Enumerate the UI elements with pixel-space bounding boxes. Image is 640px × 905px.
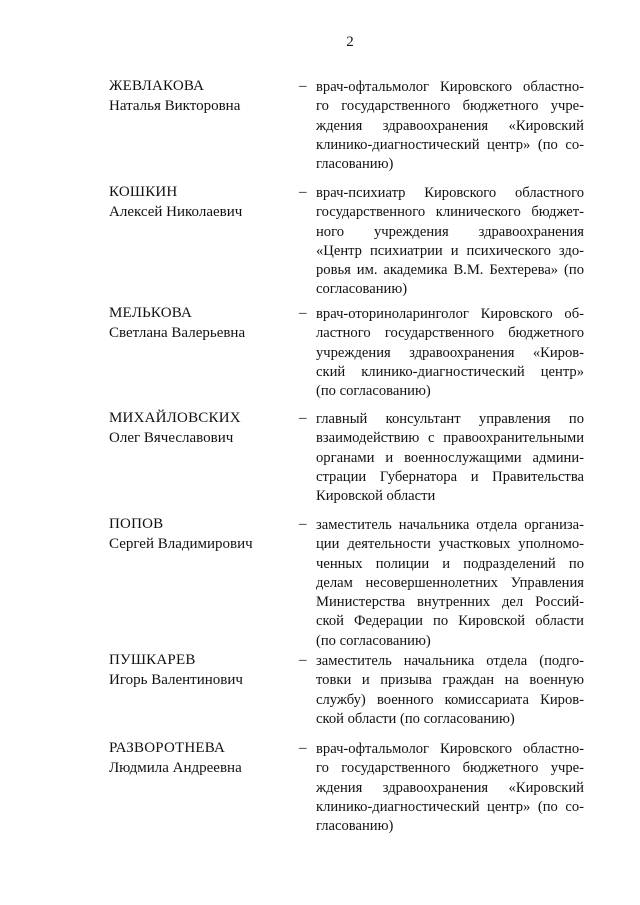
description-line: (по согласованию) (316, 383, 431, 400)
description-line: гласованию) (316, 818, 394, 835)
description-line: го государственного бюджетного учре- (316, 98, 584, 115)
description-line: го государственного бюджетного учре- (316, 760, 584, 777)
description-line: органами и военнослужащими админи- (316, 449, 584, 466)
member-surname: МЕЛЬКОВА (109, 305, 193, 321)
description-line: врач-офтальмолог Кировского областно- (316, 741, 584, 757)
member-given-names: Наталья Викторовна (109, 98, 241, 114)
page-number: 2 (346, 34, 354, 50)
description-line: товки и призыва граждан на военную (316, 672, 584, 689)
description-line: взаимодействию с правоохранительными (316, 430, 584, 447)
description-line: ский клинико-диагностический центр» (316, 363, 584, 380)
description-line: (по согласованию) (316, 632, 431, 649)
entry-dash: – (299, 78, 307, 94)
member-position-description (316, 305, 584, 401)
description-line: Кировской области (316, 488, 436, 505)
member-position-description (316, 516, 584, 651)
entry-dash: – (299, 410, 307, 426)
member-surname: ПУШКАРЕВ (109, 652, 196, 668)
member-given-names: Светлана Валерьевна (109, 325, 246, 341)
member-given-names: Алексей Николаевич (109, 204, 243, 220)
description-line: врач-психиатр Кировского областного (316, 185, 584, 201)
description-line: ластного государственного бюджетного (316, 325, 584, 342)
description-line: клинико-диагностический центр» (по со- (316, 136, 584, 153)
description-line: ного учреждения здравоохранения (316, 223, 584, 240)
entry-dash: – (299, 305, 307, 321)
member-surname: РАЗВОРОТНЕВА (109, 740, 226, 756)
description-line: главный консультант управления по (316, 411, 584, 427)
member-surname: ПОПОВ (109, 516, 164, 532)
entry-dash: – (299, 516, 307, 532)
description-line: заместитель начальника отдела организа- (316, 517, 584, 533)
description-line: ровья им. академика В.М. Бехтерева» (по (316, 262, 584, 279)
description-line: согласованию) (316, 281, 408, 298)
member-position-description (316, 410, 584, 506)
member-position-description (316, 78, 584, 174)
description-line: учреждения здравоохранения «Киров- (316, 344, 584, 361)
member-position-description (316, 740, 584, 836)
member-surname: ЖЕВЛАКОВА (109, 78, 205, 94)
member-given-names: Олег Вячеславович (109, 430, 234, 446)
description-line: Министерства внутренних дел Россий- (316, 594, 584, 611)
member-position-description (316, 652, 584, 729)
member-given-names: Игорь Валентинович (109, 672, 243, 688)
description-line: ции деятельности участковых уполномо- (316, 536, 584, 553)
description-line: ской области (по согласованию) (316, 710, 515, 727)
description-line: государственного клинического бюджет- (316, 204, 584, 221)
entry-dash: – (299, 740, 307, 756)
description-line: заместитель начальника отдела (подго- (316, 653, 584, 669)
entry-dash: – (299, 184, 307, 200)
description-line: врач-оториноларинголог Кировского об- (316, 306, 584, 322)
member-given-names: Сергей Владимирович (109, 536, 253, 552)
description-line: врач-офтальмолог Кировского областно- (316, 79, 584, 95)
member-surname: КОШКИН (109, 184, 178, 200)
description-line: клинико-диагностический центр» (по со- (316, 798, 584, 815)
description-line: ждения здравоохранения «Кировский (316, 117, 584, 134)
description-line: делам несовершеннолетних Управления (316, 574, 584, 591)
description-line: ской Федерации по Кировской области (316, 613, 584, 630)
description-line: ждения здравоохранения «Кировский (316, 779, 584, 796)
description-line: ченных полиции и подразделений по (316, 555, 584, 572)
description-line: гласованию) (316, 156, 394, 173)
member-position-description (316, 184, 584, 300)
member-given-names: Людмила Андреевна (109, 760, 242, 776)
description-line: службу) военного комиссариата Киров- (316, 691, 584, 708)
entry-dash: – (299, 652, 307, 668)
member-surname: МИХАЙЛОВСКИХ (109, 410, 241, 426)
description-line: страции Губернатора и Правительства (316, 468, 584, 485)
description-line: «Центр психиатрии и психического здо- (316, 242, 584, 259)
